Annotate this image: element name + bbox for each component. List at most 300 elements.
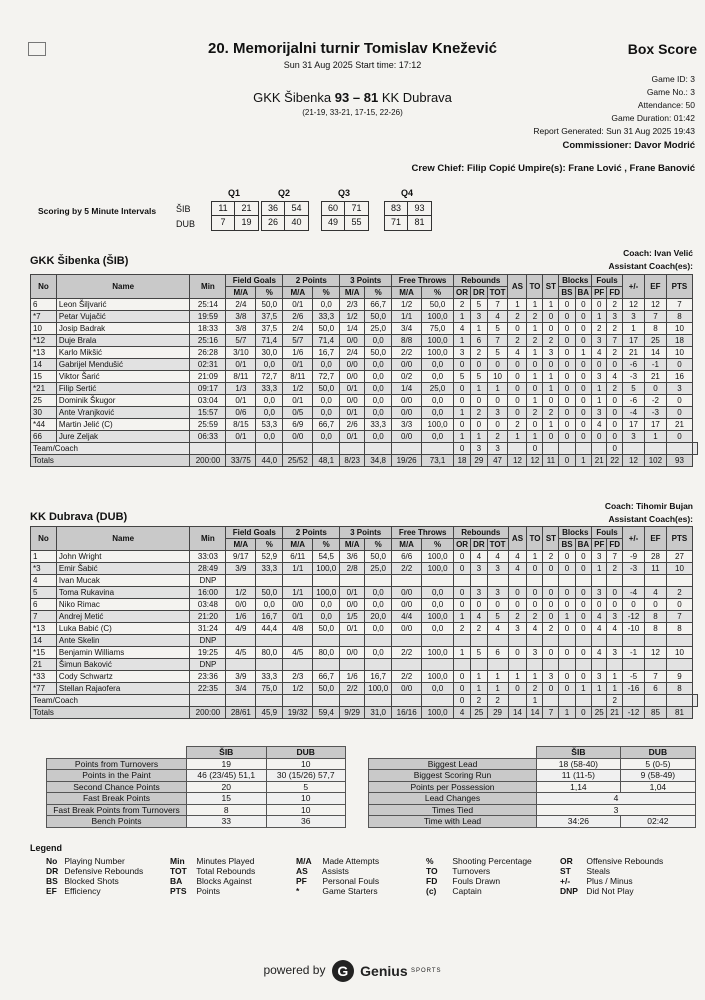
- stat-cell: 1/6: [226, 611, 256, 623]
- stat-cell: 80,0: [313, 647, 340, 659]
- stat-cell: 0/0: [340, 371, 365, 383]
- stats-label: Fast Break Points: [47, 793, 187, 805]
- stat-cell: 3: [508, 623, 527, 635]
- quarter-cell: 83: [385, 202, 408, 216]
- player-name: Ivan Mucak: [56, 575, 190, 587]
- legend-text: Captain: [452, 886, 482, 896]
- stat-cell: 1: [454, 431, 471, 443]
- team-coach-row: [31, 695, 698, 707]
- legend-text: Personal Fouls: [322, 876, 380, 886]
- stat-cell: 1: [527, 323, 543, 335]
- sub-header-ma: M/A: [226, 539, 256, 551]
- sub-header-ba: BA: [575, 539, 592, 551]
- stat-cell: 1: [454, 611, 471, 623]
- totals-cell: -12: [623, 707, 645, 719]
- sub-header-pct: %: [365, 539, 392, 551]
- stat-cell: 02:31: [190, 359, 226, 371]
- stat-cell: 30,0: [256, 347, 283, 359]
- stat-cell: [471, 575, 488, 587]
- stat-cell: 3: [607, 647, 623, 659]
- stat-cell: 0,0: [422, 359, 454, 371]
- stat-cell: [365, 575, 392, 587]
- col-header-ef: EF: [644, 527, 666, 551]
- stat-cell: 15:57: [190, 407, 226, 419]
- quarter-cell: 71: [345, 202, 368, 216]
- stat-cell: [592, 635, 607, 647]
- stats-row: [369, 770, 696, 782]
- stat-cell: 7: [607, 335, 623, 347]
- totals-cell: 12: [527, 455, 543, 467]
- stats-value: 9 (58-49): [620, 770, 695, 782]
- stats-label: Points in the Paint: [47, 770, 187, 782]
- stat-cell: 100,0: [422, 563, 454, 575]
- stat-cell: 14: [644, 347, 666, 359]
- stat-cell: 37,5: [256, 311, 283, 323]
- stat-cell: 0,0: [422, 407, 454, 419]
- stat-cell: 50,0: [422, 299, 454, 311]
- stat-cell: [623, 635, 645, 647]
- stat-cell: 2/6: [340, 419, 365, 431]
- stat-cell: 2/8: [340, 563, 365, 575]
- stat-cell: 0: [487, 359, 508, 371]
- totals-cell: 85: [644, 707, 666, 719]
- stats-value: 11 (11-5): [537, 770, 621, 782]
- stat-cell: [559, 635, 575, 647]
- stat-cell: DNP: [190, 659, 226, 671]
- team-coach-cell: 2: [487, 695, 508, 707]
- team-coach-cell: [365, 443, 392, 455]
- stat-cell: [527, 659, 543, 671]
- legend-text: Offensive Rebounds: [586, 856, 664, 866]
- stat-cell: 1: [508, 431, 527, 443]
- stats-row: [47, 804, 346, 816]
- team-coach-cell: [256, 443, 283, 455]
- col-header-reb: Rebounds: [454, 275, 508, 287]
- stats-value: 46 (23/45) 51,1: [187, 770, 267, 782]
- totals-cell: 7: [543, 707, 559, 719]
- col-header-fouls: Fouls: [592, 527, 623, 539]
- stat-cell: 33,3: [313, 311, 340, 323]
- stat-cell: 0: [666, 431, 692, 443]
- stat-cell: 0: [575, 599, 592, 611]
- col-header-min: Min: [190, 527, 226, 551]
- stat-cell: 0,0: [365, 587, 392, 599]
- stat-cell: 0: [559, 395, 575, 407]
- stat-cell: 2: [527, 611, 543, 623]
- stat-cell: 1: [607, 671, 623, 683]
- player-name: Benjamin Williams: [56, 647, 190, 659]
- player-row: [31, 623, 698, 635]
- col-header-p2: 2 Points: [283, 527, 340, 539]
- team-coach-cell: [575, 695, 592, 707]
- stat-cell: 0,0: [422, 395, 454, 407]
- stat-cell: 2/2: [392, 347, 422, 359]
- stat-cell: 50,0: [313, 683, 340, 695]
- totals-cell: 25/52: [283, 455, 313, 467]
- player-number: 1: [31, 551, 57, 563]
- stat-cell: 16,7: [365, 671, 392, 683]
- stat-cell: [508, 575, 527, 587]
- stat-cell: 1: [592, 311, 607, 323]
- stat-cell: 75,0: [256, 683, 283, 695]
- player-row: [31, 299, 698, 311]
- legend-item: [560, 876, 663, 886]
- stats-row: [47, 793, 346, 805]
- quarter-cell: 93: [408, 202, 431, 216]
- player-name: Toma Rukavina: [56, 587, 190, 599]
- stat-cell: 4: [487, 623, 508, 635]
- player-name: Duje Brala: [56, 335, 190, 347]
- stat-cell: 0: [592, 599, 607, 611]
- crew-line: Crew Chief: Filip Copić Umpire(s): Frane Lović , Frane Banović: [411, 163, 695, 174]
- stat-cell: 5/7: [283, 335, 313, 347]
- team-coach-cell: [693, 443, 698, 455]
- stat-cell: [487, 659, 508, 671]
- stat-cell: 12: [644, 299, 666, 311]
- team2-assistant: Assistant Coach(es):: [608, 514, 693, 524]
- stat-cell: 4: [592, 419, 607, 431]
- quarter-cell: 19: [241, 217, 252, 227]
- stat-cell: 5: [471, 371, 488, 383]
- stats-value: 20: [187, 781, 267, 793]
- stat-cell: 4: [592, 611, 607, 623]
- stat-cell: 0: [543, 647, 559, 659]
- stat-cell: DNP: [190, 635, 226, 647]
- stat-cell: 9: [666, 671, 692, 683]
- stat-cell: 6/6: [392, 551, 422, 563]
- stat-cell: -10: [623, 623, 645, 635]
- stat-cell: 3: [592, 551, 607, 563]
- stat-cell: 7: [487, 299, 508, 311]
- totals-cell: 33/75: [226, 455, 256, 467]
- stat-cell: 37,5: [256, 323, 283, 335]
- stat-cell: 72,7: [256, 371, 283, 383]
- col-header-p2: 2 Points: [283, 275, 340, 287]
- stat-cell: 1: [471, 683, 488, 695]
- stat-cell: 0: [644, 599, 666, 611]
- stat-cell: [340, 659, 365, 671]
- stat-cell: 0/0: [392, 599, 422, 611]
- stat-cell: 0: [575, 551, 592, 563]
- stat-cell: 0: [508, 647, 527, 659]
- col-header-pts: PTS: [666, 527, 692, 551]
- stat-cell: 0: [666, 599, 692, 611]
- stat-cell: 0: [575, 587, 592, 599]
- stat-cell: 0: [559, 563, 575, 575]
- intervals-label: Scoring by 5 Minute Intervals: [38, 206, 157, 216]
- stat-cell: 0: [607, 395, 623, 407]
- stat-cell: 100,0: [365, 683, 392, 695]
- stat-cell: 03:48: [190, 599, 226, 611]
- stat-cell: 17: [644, 419, 666, 431]
- stat-cell: 0: [487, 395, 508, 407]
- team-coach-cell: 3: [487, 443, 508, 455]
- stat-cell: 7: [666, 299, 692, 311]
- stat-cell: [575, 635, 592, 647]
- col-header-ft: Free Throws: [392, 527, 454, 539]
- quarter-box: [211, 201, 259, 231]
- stat-cell: 09:17: [190, 383, 226, 395]
- totals-cell: 48,1: [313, 455, 340, 467]
- stat-cell: 3/4: [392, 323, 422, 335]
- totals-cell: 31,0: [365, 707, 392, 719]
- stat-cell: 8: [644, 623, 666, 635]
- team-coach-cell: [644, 695, 666, 707]
- stat-cell: 16,7: [313, 347, 340, 359]
- stat-cell: 8: [666, 311, 692, 323]
- stat-cell: [644, 659, 666, 671]
- legend-text: Blocked Shots: [64, 876, 119, 886]
- stat-cell: 0: [508, 683, 527, 695]
- stat-cell: [592, 575, 607, 587]
- stat-cell: 0: [559, 299, 575, 311]
- team2-coaches: [605, 500, 693, 526]
- player-number: *15: [31, 647, 57, 659]
- player-number: *21: [31, 383, 57, 395]
- quarter-cell: 71: [385, 216, 408, 230]
- player-row: [31, 335, 698, 347]
- stat-cell: 71,4: [256, 335, 283, 347]
- totals-cell: 1: [575, 455, 592, 467]
- stats-value: 15: [187, 793, 267, 805]
- stat-cell: 0/1: [283, 359, 313, 371]
- stats-label: Second Chance Points: [47, 781, 187, 793]
- stat-cell: [527, 635, 543, 647]
- stat-cell: 1: [607, 683, 623, 695]
- stat-cell: 4: [508, 551, 527, 563]
- stat-cell: 2: [607, 383, 623, 395]
- legend-column: [560, 856, 663, 896]
- legend-text: Game Starters: [322, 886, 378, 896]
- stats-value: 34:26: [537, 816, 621, 828]
- stat-cell: 0: [471, 395, 488, 407]
- legend-abbr: DNP: [560, 886, 578, 896]
- totals-cell: 0: [575, 707, 592, 719]
- stat-cell: 0: [575, 671, 592, 683]
- doc-type: Box Score: [627, 41, 697, 57]
- stat-cell: -16: [623, 683, 645, 695]
- stat-cell: 72,7: [313, 371, 340, 383]
- stat-cell: 2/2: [392, 647, 422, 659]
- quarter-box: [384, 201, 432, 231]
- totals-cell: 59,4: [313, 707, 340, 719]
- stat-cell: 19:59: [190, 311, 226, 323]
- team-coach-cell: 2: [607, 695, 623, 707]
- stats-header-team: ŠIB: [187, 747, 267, 759]
- team-coach-label: Team/Coach: [31, 695, 190, 707]
- stat-cell: 4: [471, 611, 488, 623]
- col-header-no: No: [31, 275, 57, 299]
- stat-cell: 100,0: [313, 563, 340, 575]
- totals-cell: 19/32: [283, 707, 313, 719]
- stat-cell: 3: [623, 311, 645, 323]
- sub-header-bs: BS: [559, 287, 575, 299]
- stat-cell: 66,7: [365, 299, 392, 311]
- stat-cell: [508, 659, 527, 671]
- team2-boxscore-table: [30, 526, 698, 719]
- col-header-pts: PTS: [666, 275, 692, 299]
- stat-cell: 1/3: [226, 383, 256, 395]
- player-number: 30: [31, 407, 57, 419]
- team-coach-cell: 1: [527, 695, 543, 707]
- stat-cell: 3: [543, 671, 559, 683]
- stat-cell: 53,3: [256, 419, 283, 431]
- home-name: GKK Šibenka: [253, 90, 332, 105]
- attendance: Attendance: 50: [637, 100, 695, 110]
- totals-cell: 25: [592, 707, 607, 719]
- stat-cell: 4: [607, 371, 623, 383]
- player-row: [31, 419, 698, 431]
- totals-cell: 9/29: [340, 707, 365, 719]
- totals-cell: 12: [623, 455, 645, 467]
- stat-cell: 0/2: [392, 371, 422, 383]
- stats-header-team: DUB: [620, 747, 695, 759]
- legend-item: [296, 886, 379, 896]
- stats-value: 36: [266, 816, 346, 828]
- stat-cell: 0: [559, 587, 575, 599]
- col-header-fouls: Fouls: [592, 275, 623, 287]
- stats-header-blank: [47, 747, 187, 759]
- stat-cell: 0/1: [340, 431, 365, 443]
- stat-cell: 0/1: [226, 431, 256, 443]
- stat-cell: [454, 659, 471, 671]
- quarter-box: [321, 201, 369, 231]
- col-header-fg: Field Goals: [226, 527, 283, 539]
- duration: Game Duration: 01:42: [611, 113, 695, 123]
- stats-value: 5: [266, 781, 346, 793]
- stat-cell: 20,0: [365, 611, 392, 623]
- legend-column: [296, 856, 379, 896]
- stat-cell: 1: [471, 383, 488, 395]
- stat-cell: 2: [527, 407, 543, 419]
- stat-cell: [340, 635, 365, 647]
- legend-abbr: M/A: [296, 856, 312, 866]
- stat-cell: 2: [471, 407, 488, 419]
- stat-cell: 1: [487, 683, 508, 695]
- player-number: 15: [31, 371, 57, 383]
- legend-abbr: Min: [170, 856, 185, 866]
- legend-text: Assists: [321, 866, 349, 876]
- stat-cell: [283, 659, 313, 671]
- stat-cell: 2/3: [283, 671, 313, 683]
- stat-cell: 23:36: [190, 671, 226, 683]
- stat-cell: 0: [575, 395, 592, 407]
- team-stats-left: [46, 746, 346, 828]
- legend-item: [296, 876, 379, 886]
- stat-cell: 0: [666, 407, 692, 419]
- stat-cell: 0: [575, 647, 592, 659]
- stat-cell: 0,0: [256, 431, 283, 443]
- player-name: Leon Šiljvarić: [56, 299, 190, 311]
- stat-cell: 0: [454, 587, 471, 599]
- stats-value: 8: [187, 804, 267, 816]
- stat-cell: 100,0: [313, 587, 340, 599]
- team-coach-cell: [543, 695, 559, 707]
- stat-cell: 2: [471, 623, 488, 635]
- stat-cell: 0/0: [392, 431, 422, 443]
- stat-cell: 50,0: [313, 323, 340, 335]
- stat-cell: 66,7: [313, 671, 340, 683]
- stat-cell: 1: [487, 671, 508, 683]
- stat-cell: 0: [623, 599, 645, 611]
- stat-cell: 0/1: [283, 611, 313, 623]
- stat-cell: 0,0: [365, 431, 392, 443]
- totals-cell: 34,8: [365, 455, 392, 467]
- legend-text: Steals: [586, 866, 610, 876]
- player-number: 21: [31, 659, 57, 671]
- stat-cell: 0/0: [340, 359, 365, 371]
- stat-cell: 80,0: [256, 647, 283, 659]
- stat-cell: 1: [592, 395, 607, 407]
- team-coach-cell: [666, 443, 692, 455]
- stat-cell: 3: [623, 431, 645, 443]
- player-row: [31, 371, 698, 383]
- stat-cell: 100,0: [422, 611, 454, 623]
- stat-cell: 0/0: [392, 359, 422, 371]
- stat-cell: 1: [508, 671, 527, 683]
- stat-cell: 2: [454, 299, 471, 311]
- player-row: [31, 647, 698, 659]
- stat-cell: 1/1: [283, 563, 313, 575]
- stat-cell: 1: [543, 371, 559, 383]
- stat-cell: -3: [623, 371, 645, 383]
- stats-value: 3: [537, 804, 696, 816]
- stat-cell: DNP: [190, 575, 226, 587]
- stat-cell: 0: [575, 383, 592, 395]
- period-scores: (21-19, 33-21, 17-15, 22-26): [302, 108, 403, 117]
- team-coach-cell: [283, 695, 313, 707]
- score-dash: –: [352, 90, 361, 105]
- stat-cell: 3: [666, 383, 692, 395]
- stat-cell: 2/4: [283, 323, 313, 335]
- stat-cell: 0/1: [340, 623, 365, 635]
- stats-label: Fast Break Points from Turnovers: [47, 804, 187, 816]
- player-number: 25: [31, 395, 57, 407]
- legend-abbr: OR: [560, 856, 573, 866]
- sub-header-dr: DR: [471, 287, 488, 299]
- player-name: Ante Vranjković: [56, 407, 190, 419]
- stat-cell: 3/9: [226, 563, 256, 575]
- col-header-no: No: [31, 527, 57, 551]
- totals-cell: 93: [666, 455, 692, 467]
- stat-cell: 0: [508, 359, 527, 371]
- sub-header-pct: %: [256, 539, 283, 551]
- stat-cell: 4: [592, 347, 607, 359]
- stat-cell: 0: [575, 431, 592, 443]
- stat-cell: 0: [454, 563, 471, 575]
- player-number: *44: [31, 419, 57, 431]
- stat-cell: 0,0: [365, 647, 392, 659]
- sub-header-ma: M/A: [392, 287, 422, 299]
- stat-cell: 0: [559, 647, 575, 659]
- stats-value: 33: [187, 816, 267, 828]
- sub-header-fd: FD: [607, 539, 623, 551]
- legend-text: Defensive Rebounds: [64, 866, 144, 876]
- stat-cell: 0,0: [313, 599, 340, 611]
- stat-cell: [543, 635, 559, 647]
- stat-cell: 0,0: [365, 335, 392, 347]
- stat-cell: 0: [543, 323, 559, 335]
- team-coach-cell: [313, 695, 340, 707]
- stat-cell: 0,0: [422, 599, 454, 611]
- stat-cell: 8/15: [226, 419, 256, 431]
- stat-cell: 2: [543, 551, 559, 563]
- player-number: 5: [31, 587, 57, 599]
- stat-cell: 1: [592, 383, 607, 395]
- stat-cell: 50,0: [365, 311, 392, 323]
- stat-cell: [283, 635, 313, 647]
- stat-cell: 0: [527, 419, 543, 431]
